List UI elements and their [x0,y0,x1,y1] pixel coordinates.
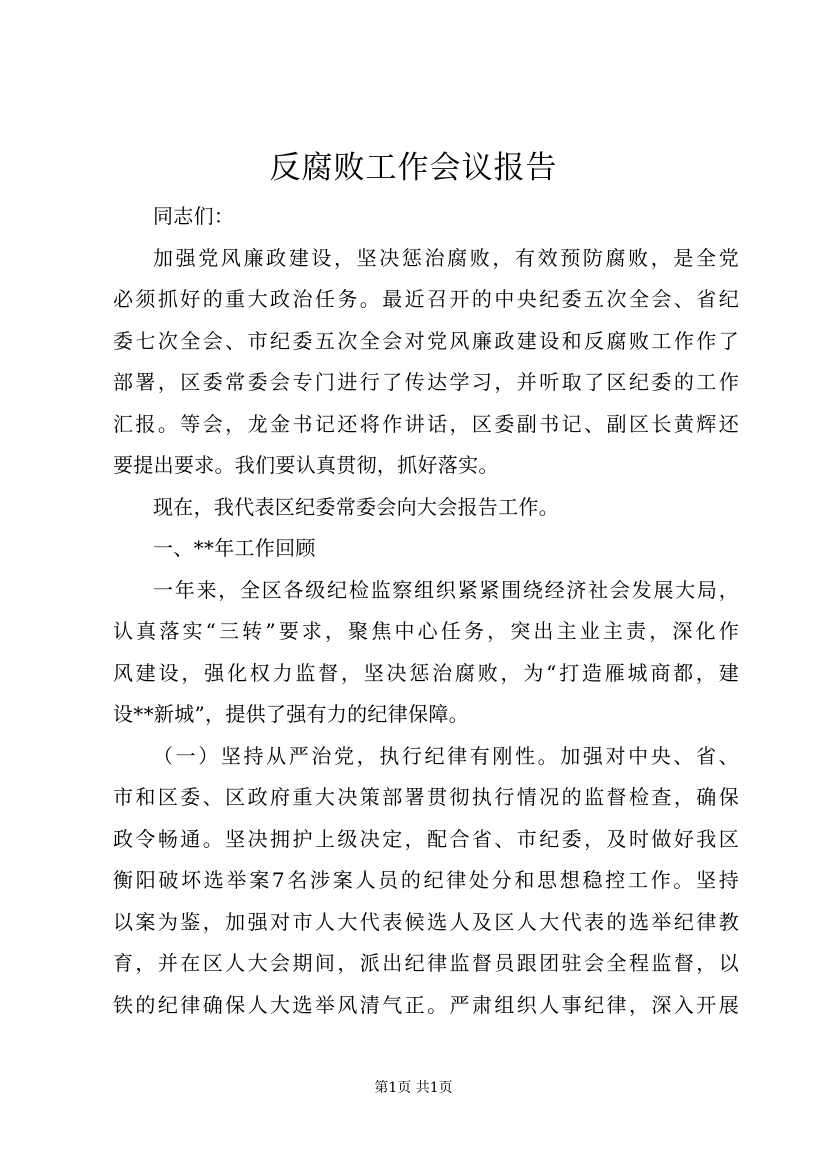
document-body [113,196,739,1026]
text-line: 要提出要求。我们要认真贯彻，抓好落实。 [113,453,499,477]
text-line: 市和区委、区政府重大决策部署贯彻执行情况的监督检查，确保 [113,785,739,809]
text-line: 铁的纪律确保人大选举风清气正。严肃组织人事纪律，深入开展 [113,992,739,1017]
text-line: 以案为鉴，加强对市人大代表候选人及区人大代表的选举纪律教 [113,909,739,934]
text-line: 一年来，全区各级纪检监察组织紧紧围绕经济社会发展大局， [153,577,739,602]
document-title: 反腐败工作会议报告 [269,150,558,186]
text-line: 同志们： [153,204,235,228]
text-line: 加强党风廉政建设，坚决惩治腐败，有效预防腐败，是全党 [153,245,739,270]
text-line: 政令畅通。坚决拥护上级决定，配合省、市纪委，及时做好我区 [113,826,739,851]
text-line: 部署，区委常委会专门进行了传达学习，并听取了区纪委的工作 [113,370,739,394]
text-line: 认真落实“三转”要求，聚焦中心任务，突出主业主责，深化作 [113,619,739,643]
text-line: 必须抓好的重大政治任务。最近召开的中央纪委五次全会、省纪 [113,287,739,311]
text-line: 风建设，强化权力监督，坚决惩治腐败，为“打造雁城商都，建 [113,660,739,685]
text-line: 设**新城”，提供了强有力的纪律保障。 [113,702,469,726]
text-line: 一、**年工作回顾 [153,536,316,560]
text-line: 育，并在区人大会期间，派出纪律监督员跟团驻会全程监督，以 [113,951,739,975]
text-line: 汇报。等会，龙金书记还将作讲话，区委副书记、副区长黄辉还 [113,411,739,436]
text-line: （一）坚持从严治党，执行纪律有刚性。加强对中央、省、 [153,743,739,768]
text-line: 现在，我代表区纪委常委会向大会报告工作。 [153,494,559,519]
page-footer: 第1页 共1页 [374,1080,453,1096]
text-line: 委七次全会、市纪委五次全会对党风廉政建设和反腐败工作作了 [113,328,739,353]
text-line: 衡阳破坏选举案7名涉案人员的纪律处分和思想稳控工作。坚持 [113,868,739,892]
